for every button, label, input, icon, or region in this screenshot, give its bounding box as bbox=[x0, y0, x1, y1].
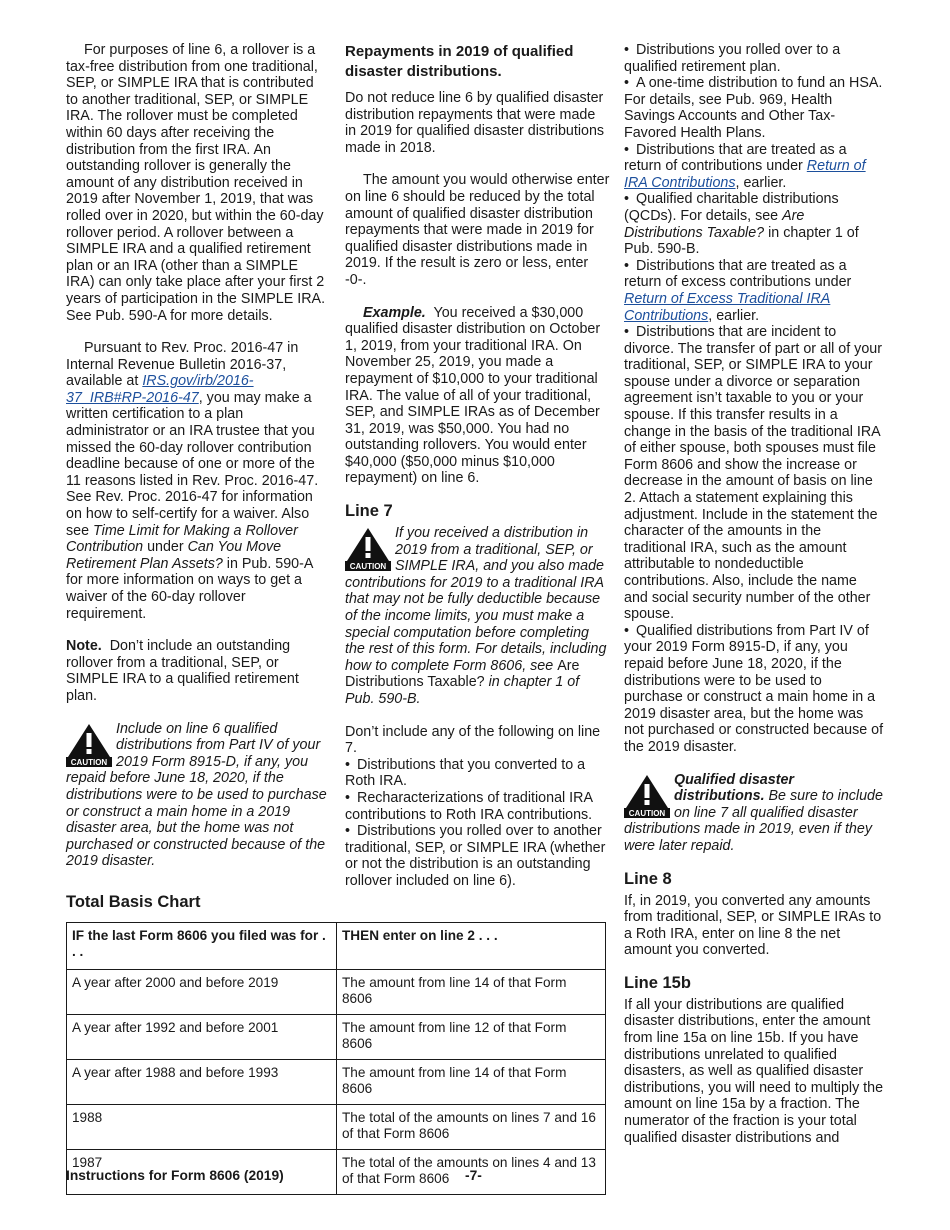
list-item: • Distributions that are incident to divorce. The transfer of part or all of your traditional, SEP, or SIMPLE IRA to your spouse under a divorce or separation agreement isn’t taxable to you or your spouse. If this transfer results in a change in the basis of the traditional IRA of either spouse, both spouses must file Form 8606 and show the increase or decrease in the amount of basis on line 2. Attach a statement explaining this adjustment. Include in the statement the character of the amounts in the traditional IRA, such as the amount attributable to nondeductible contributions. Also, include the name and social security number of the other spouse. bbox=[624, 324, 882, 623]
table-row bbox=[67, 970, 606, 1015]
list-item: • Qualified charitable distributions (QCDs). For details, see Are Distributions Taxable? in chapter 1 of Pub. 590-B. bbox=[624, 191, 859, 258]
table-row bbox=[67, 1060, 606, 1105]
total-basis-table bbox=[66, 922, 606, 1195]
svg-text:CAUTION: CAUTION bbox=[70, 757, 108, 767]
table-cell: The total of the amounts on lines 7 and 16 of that Form 8606 bbox=[337, 1105, 606, 1150]
table-header-row bbox=[67, 923, 606, 970]
line15b-paragraph: If all your distributions are qualified disaster distributions, enter the amount from line 15a on line 15b. If you have distributions unrelated to qualified disasters, as well as qualified disaster distributions, you will need to multiply the amount on line 15a by a fraction. The numerator of the fraction is your total qualified disaster distributions and bbox=[624, 996, 884, 1146]
line8-paragraph: If, in 2019, you converted any amounts from traditional, SEP, or SIMPLE IRAs to a Roth IRA, enter on line 8 the net amount you converted. bbox=[624, 892, 882, 959]
list-item: • Distributions that you converted to a Roth IRA. bbox=[345, 756, 586, 790]
caution-icon bbox=[345, 527, 391, 571]
column-left bbox=[66, 42, 328, 870]
example-paragraph: Example. You received a $30,000 qualified disaster distribution on October 1, 2019, from your traditional IRA. On November 25, 2019, you made a repayment of $10,000 to your traditional IRA. The value of all of your traditional, SEP, and SIMPLE IRAs as of December 31, 2019, was $50,000. You had no outstanding rollovers. You would enter $40,000 ($50,000 minus $10,000 repayment) on line 6. bbox=[345, 304, 601, 487]
exclusion-intro: Don’t include any of the following on line 7. bbox=[345, 723, 601, 757]
footer-form-title: Instructions for Form 8606 (2019) bbox=[66, 1168, 284, 1183]
caution-block: CAUTION Qualified disaster distributions. Be sure to include on line 7 all qualified disaster distributions made in 2019, even if they were later repaid. bbox=[624, 771, 883, 854]
list-item: • Distributions that are treated as a return of excess contributions under Return of Excess Traditional IRA Contributions, earlier. bbox=[624, 257, 852, 324]
svg-text:CAUTION: CAUTION bbox=[349, 562, 387, 572]
column-middle bbox=[345, 42, 610, 890]
column-right bbox=[624, 42, 884, 1146]
list-item: • A one-time distribution to fund an HSA. For details, see Pub. 969, Health Savings Accounts and Other Tax-Favored Health Plans. bbox=[624, 75, 883, 141]
table-row bbox=[67, 1015, 606, 1060]
caution-icon bbox=[624, 774, 670, 818]
table-cell: A year after 1988 and before 1993 bbox=[67, 1060, 337, 1105]
table-cell: A year after 1992 and before 2001 bbox=[67, 1015, 337, 1060]
table-row bbox=[67, 1105, 606, 1150]
line8-heading: Line 8 bbox=[624, 869, 672, 888]
line7-heading: Line 7 bbox=[345, 502, 393, 521]
repayments-paragraph: Do not reduce line 6 by qualified disaster distribution repayments that were made in 2019 for qualified disaster distributions made in 2018. bbox=[345, 90, 605, 156]
list-item: • Qualified distributions from Part IV of your 2019 Form 8915-D, if any, you repaid before June 18, 2020, if the distributions were to be used to purchase or construct a main home in a 2019 disaster area, but the home was not purchased or constructed because of the 2019 disaster. bbox=[624, 622, 884, 755]
column-header: THEN enter on line 2 . . . bbox=[337, 923, 606, 970]
list-item: • Distributions you rolled over to a qualified retirement plan. bbox=[624, 42, 841, 75]
table-cell: 1988 bbox=[67, 1105, 337, 1150]
list-item: • Recharacterizations of traditional IRA contributions to Roth IRA contributions. bbox=[345, 789, 593, 823]
caution-icon bbox=[66, 723, 112, 767]
table-cell: The amount from line 12 of that Form 8606 bbox=[337, 1015, 606, 1060]
irs-irb-link[interactable]: IRS.gov/irb/2016-37_IRB#RP-2016-47 bbox=[66, 373, 254, 406]
reduction-paragraph: The amount you would otherwise enter on line 6 should be reduced by the total amount of qualified disaster distribution repayments that were made in 2019 for qualified disaster distributions made in 2019. If the result is zero or less, enter -0-. bbox=[345, 172, 610, 288]
table-cell: 1987 bbox=[67, 1150, 337, 1195]
page-number: -7- bbox=[465, 1168, 482, 1183]
table-cell: The amount from line 14 of that Form 8606 bbox=[337, 1060, 606, 1105]
return-of-excess-contributions-link[interactable]: Return of Excess Traditional IRA Contributions bbox=[624, 290, 831, 324]
list-item: • Distributions that are treated as a return of contributions under Return of IRA Contributions, earlier. bbox=[624, 141, 866, 191]
return-of-ira-contributions-link[interactable]: Return of IRA Contributions bbox=[624, 158, 866, 191]
list-item: • Distributions you rolled over to another traditional, SEP, or SIMPLE IRA (whether or not the distribution is an outstanding rollover included on line 6). bbox=[345, 823, 606, 889]
table-cell: A year after 2000 and before 2019 bbox=[67, 970, 337, 1015]
table-cell: The amount from line 14 of that Form 8606 bbox=[337, 970, 606, 1015]
rollover-paragraph: For purposes of line 6, a rollover is a tax-free distribution from one traditional, SEP, or SIMPLE IRA that is contributed to another traditional, SEP, or SIMPLE IRA. The rollover must be completed within 60 days after receiving the distribution from the first IRA. An outstanding rollover is generally the amount of any distribution received in 2019 after November 1, 2019, that was rolled over in 2020, but within the 60-day rollover period. A rollover between a SIMPLE IRA and a qualified retirement plan or an IRA (other than a SIMPLE IRA) can only take place after your first 2 years of participation in the SIMPLE IRA. See Pub. 590-A for more details. bbox=[66, 42, 326, 324]
rev-proc-paragraph: Pursuant to Rev. Proc. 2016-47 in Internal Revenue Bulletin 2016-37, available at IRS.gov/irb/2016-37_IRB#RP-2016-47, you may make a written certification to a plan administrator or an IRA trustee that you missed the 60-day rollover contribution deadline because of one or more of the 11 reasons listed in Rev. Proc. 2016-47. See Rev. Proc. 2016-47 for information on how to self-certify for a waiver. Also see Time Limit for Making a Rollover Contribution under Can You Move Retirement Plan Assets? in Pub. 590-A for more information on ways to get a waiver of the 60-day rollover requirement. bbox=[66, 340, 319, 622]
line15b-heading: Line 15b bbox=[624, 973, 691, 992]
repayments-heading: Repayments in 2019 of qualified disaster distributions. bbox=[345, 43, 574, 80]
caution-block: CAUTION Include on line 6 qualified distributions from Part IV of your 2019 Form 8915-D, if any, you repaid before June 18, 2020, if the distributions were to be used to purchase or construct a main home in a 2019 disaster area, but the home was not purchased or constructed because of the 2019 disaster. bbox=[66, 720, 327, 870]
chart-title: Total Basis Chart bbox=[66, 893, 201, 911]
table-cell: The total of the amounts on lines 4 and 13 of that Form 8606 bbox=[337, 1150, 606, 1195]
note-paragraph: Note. Don’t include an outstanding rollover from a traditional, SEP, or SIMPLE IRA to a qualified retirement plan. bbox=[66, 638, 299, 704]
caution-block: CAUTION If you received a distribution in 2019 from a traditional, SEP, or SIMPLE IRA, and you also made contributions for 2019 to a traditional IRA that may not be fully deductible because of the income limits, you must make a special computation before completing the rest of this form. For details, including how to complete Form 8606, see Are Distributions Taxable? in chapter 1 of Pub. 590-B. bbox=[345, 525, 607, 707]
column-header: IF the last Form 8606 you filed was for . . . bbox=[67, 923, 337, 970]
svg-text:CAUTION: CAUTION bbox=[628, 808, 666, 818]
